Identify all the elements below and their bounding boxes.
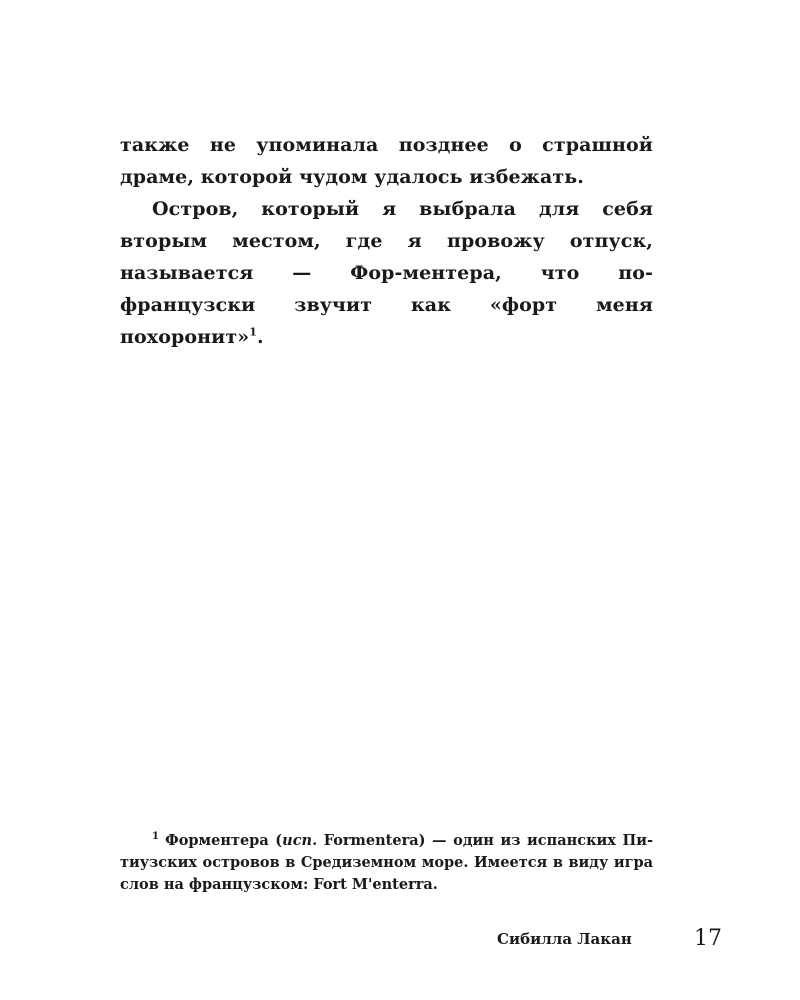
- paragraph-2-end: .: [256, 326, 264, 348]
- page-footer: [0, 926, 800, 960]
- footnote-marker: 1: [152, 831, 159, 843]
- paragraph-1-text: также не упоминала позднее о страшной драме, которой чудом удалось избежать.: [120, 134, 653, 188]
- footnote-text-start: Форментера (: [164, 832, 283, 849]
- paragraph-1: [120, 129, 653, 193]
- main-text: [120, 129, 653, 353]
- paragraph-2: [120, 193, 653, 353]
- footnote-text-end: Formentera) — один из испанских Пи-тиузских островов в Средиземном море. Имеется в виду игра слов на французском: Fort M'enterra.: [120, 832, 653, 893]
- footnote: [120, 830, 653, 896]
- page-number: 17: [694, 926, 722, 951]
- paragraph-2-text: Остров, который я выбрала для себя вторым местом, где я провожу отпуск, называется — Фор-ментера, что по-французски звучит как «форт меня похоронит»: [120, 198, 653, 348]
- running-head: Сибилла Лакан: [497, 930, 632, 948]
- footnote-reference[interactable]: 1: [249, 325, 257, 339]
- footnote-paragraph: [120, 830, 653, 896]
- footnote-lang-abbr: исп.: [282, 832, 318, 849]
